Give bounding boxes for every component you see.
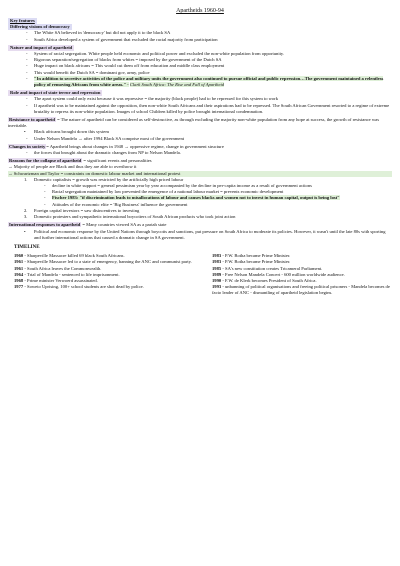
list-item: - decline in white support = general pessimism year by year accompanied by the decline in per-capita income as a result of government actions — [8, 183, 392, 189]
quote-source: Clark South Africa: The Rise and Fall of Apartheid — [129, 82, 225, 88]
domestic-protesters-item: 3. Domestic protesters and sympathetic international boycotters of South African products who took joint action — [24, 214, 236, 220]
list-item — [8, 76, 392, 88]
list-item: • Black africans brought down this system — [8, 129, 392, 135]
list-item: - South Africa developed a system of government that excluded the racial majority from participation — [8, 37, 392, 43]
international-text: = Many countries viewed SA as a pariah state — [81, 222, 167, 228]
timeline-entry: 1993 - unbanning of political organisations and freeing political prisoners - Mandela becomes de facto leader of ANC - dismantling of apartheid legislation begins. — [212, 284, 390, 296]
timeline — [8, 253, 392, 296]
reasons-line-2: → Majority of people are Black and thus they are able to overthrow it — [8, 164, 137, 170]
nature-list — [8, 51, 392, 88]
list-item: - If apartheid was to be maintained against the opposition, then non-white South Africans and their aspirations had to be repressed. The South African Government resorted to a regime of extreme brutality to repress its non-white population. Images of school Children killed by police brought international condemnation. — [8, 103, 392, 115]
reasons-label: Reasons for the collapse of apartheid — [9, 158, 82, 164]
page-title: Apartheids 1960-94 — [176, 8, 224, 14]
list-item: • Political and economic response by the United Nations through boycotts and sanctions, put pressure on South Africa to moderate its policies. However, it wasn't until the late 80s with sporting and further international actions that caused a dramatic change in SA government. — [8, 229, 392, 241]
timeline-entry: 1961 - South Africa leaves the Commonwealth. — [14, 265, 102, 271]
changes-list — [8, 150, 392, 156]
resistance-text: = The nature of apartheid can be considered as self-destructive, as through excluding the majority non-white population from any hope at success, the growth of resistance was inevitable. — [8, 117, 380, 129]
differing-visions-list — [8, 30, 392, 42]
timeline-entry: 1960 - Sharpeville Massacre killed 69 black South Africans. — [14, 253, 125, 259]
list-item: - Attitudes of the economic elite = 'Big Business' influence the government — [8, 202, 392, 208]
timeline-entry: 1989 - Free Nelson Mandela Concert - 600 million worldwide audience. — [212, 271, 345, 277]
list-item: - The White SA believed in 'democracy' but did not apply it to the black SA — [8, 30, 392, 36]
international-list — [8, 229, 392, 241]
timeline-entry: 1990 - F.W. de Klerk becomes President of South Africa. — [212, 277, 317, 283]
reasons-text: = significant events and personalities — [82, 158, 152, 164]
timeline-left-column — [14, 253, 194, 296]
list-item: - Under Nelson Mandela → after 1994 Black SA comprise most of the government — [8, 136, 392, 142]
nature-heading: Nature and impact of apartheid — [10, 44, 73, 50]
list-item: - The apart system could only exist because it was repressive = the majority (black people) had to be repressed for this system to work — [8, 96, 392, 102]
changes-label: Changes in society — [9, 143, 46, 149]
foreign-investors-item: 2. Foreign capital investors = saw disincentives to investing — [24, 207, 140, 213]
timeline-entry: 1983 - P.W. Botha became Prime Minister. — [212, 259, 291, 265]
timeline-entry: 1964 - Trial of Mandela - sentenced to life imprisonment. — [14, 271, 120, 277]
timeline-entry: 1985 - SA's new constitution creates Tricameral Parliament. — [212, 265, 323, 271]
domestic-capitalists-list — [8, 183, 392, 208]
timeline-entry: 1983 - P.W. Botha became Prime Minister. — [212, 253, 291, 259]
list-item: - Huge impact on black africans = This would cut them off from education and middle class employment — [8, 63, 392, 69]
timeline-entry: 1968 - Prime minister Verwoerd assassinated. — [14, 277, 98, 283]
timeline-entry: 1977 - Soweto Uprising, 100+ school students are shot dead by police. — [14, 284, 144, 290]
fischer-quote: Fischer 1983: "if discrimination leads to misallocations of labour and causes blacks and women not to invest in human capital, output is being lost" — [52, 195, 340, 201]
role-list — [8, 96, 392, 115]
list-item: - the forces that brought about the dramatic changes from NP to Nelson Mandela. — [8, 150, 392, 156]
list-item: - System of racial segregation. White people held economic and political power and excluded the non-white population from opportunity. — [8, 51, 392, 57]
timeline-heading: TIMELINE — [14, 244, 40, 250]
resistance-label: Resistance to apartheid — [9, 117, 55, 123]
resistance-list — [8, 129, 392, 141]
list-item: - This would benefit the Dutch SA = dominant gov, army, police — [8, 70, 392, 76]
quote-text: "In addition to secretive activities of the police and military units the government also continued to pursue official and public repression…The government maintained a relentless policy of removing Africans from white areas." - — [34, 75, 384, 88]
role-heading: Role and impact of state terror and repression — [10, 90, 101, 96]
changes-text: = Apartheid brings about changes in 1948 → oppressive regime, change in government structure — [46, 143, 224, 149]
list-item: - Rigorous separation/segregation of blacks from whites = imposed by the government of the Dutch SA — [8, 57, 392, 63]
domestic-capitalists-item: 1. Domestic capitalists = growth was restricted by the artificially high priced labour — [24, 176, 184, 182]
list-item: - Racial segregation maintained by law prevented the emergence of a national labour market = prevents economic development — [8, 189, 392, 195]
key-features-heading: Key features — [10, 18, 35, 23]
differing-visions-heading: Differing visions of democracy — [10, 24, 70, 30]
resistance-paragraph — [8, 117, 392, 129]
timeline-right-column — [212, 253, 392, 296]
reasons-line-3: → Schwartzman and Taylor = constraints on domestic labour market and international protest — [8, 171, 392, 177]
timeline-entry: 1961 - Sharpeville Massacre led to a state of emergency, banning the ANC and communist party. — [14, 259, 192, 265]
international-label: International responses to apartheid — [9, 222, 81, 228]
